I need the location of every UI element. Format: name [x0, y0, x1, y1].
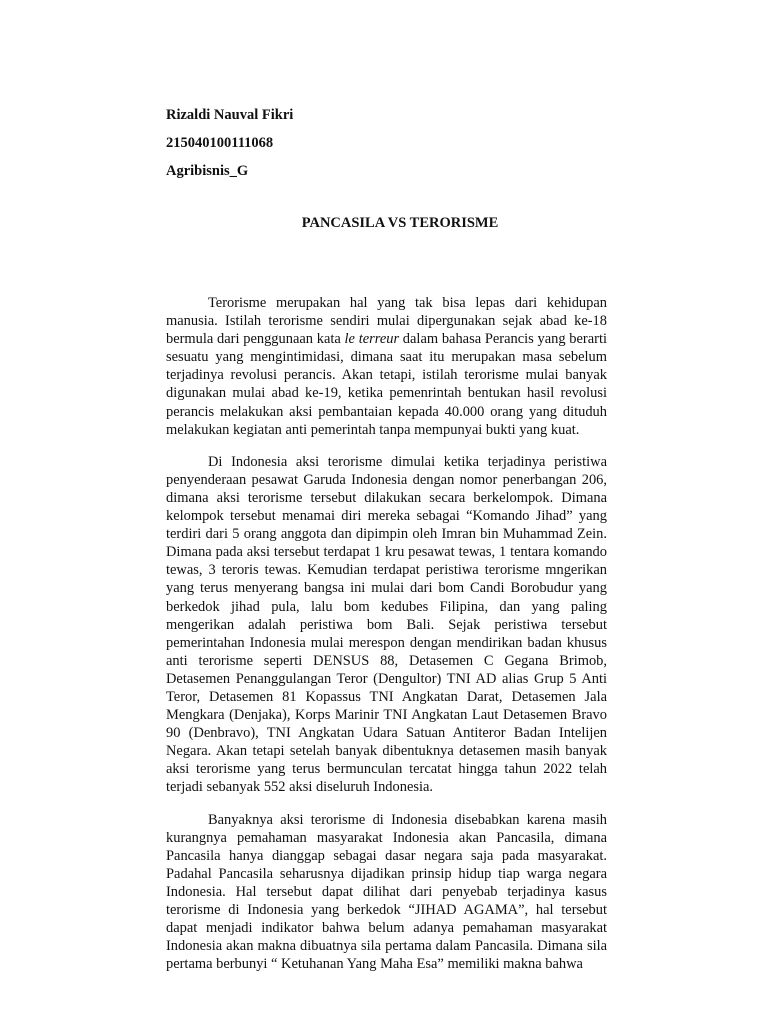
student-id: 215040100111068	[166, 135, 274, 151]
document-title: PANCASILA VS TERORISME	[301, 215, 499, 231]
document-body	[166, 294, 607, 987]
paragraph-1-after: dalam bahasa Perancis yang berarti sesuatu yang mengintimidasi, dimana saat itu merupakan masa sebelum terjadinya revolusi perancis. Akan tetapi, istilah terorisme mulai banyak digunakan mulai abad ke-19, ketika pemenrintah bentukan hasil revolusi perancis melakukan aksi pembantaian kepada 40.000 orang yang dituduh melakukan kegiatan anti pemerintah tanpa mempunyai bukti yang kuat.	[166, 331, 607, 438]
paragraph-3: Banyaknya aksi terorisme di Indonesia disebabkan karena masih kurangnya pemahaman masyarakat Indonesia akan Pancasila, dimana Pancasila hanya dianggap sebagai dasar negara saja pada masyarakat. Padahal Pancasila seharusnya dijadikan prinsip hidup tiap warga negara Indonesia. Hal tersebut dapat dilihat dari penyebab terjadinya kasus terorisme di Indonesia yang berkedok “JIHAD AGAMA”, hal tersebut dapat menjadi indikator bahwa belum adanya pemahaman masyarakat Indonesia akan makna dibuatnya sila pertama dalam Pancasila. Dimana sila pertama berbunyi “ Ketuhanan Yang Maha Esa” memiliki makna bahwa	[166, 811, 607, 973]
author-header	[166, 101, 293, 185]
paragraph-2: Di Indonesia aksi terorisme dimulai ketika terjadinya peristiwa penyenderaan pesawat Garuda Indonesia dengan nomor penerbangan 206, dimana aksi terorisme tersebut dilakukan secara berkelompok. Dimana kelompok tersebut menamai diri mereka sebagai “Komando Jihad” yang terdiri dari 5 orang anggota dan dipimpin oleh Imran bin Muhammad Zein. Dimana pada aksi tersebut terdapat 1 kru pesawat tewas, 1 tentara komando tewas, 3 teroris tewas. Kemudian terdapat peristiwa terorisme mngerikan yang terus menyerang bangsa ini mulai dari bom Candi Borobudur yang berkedok jihad pula, lalu bom kedubes Filipina, dan yang paling mengerikan adalah peristiwa bom Bali. Sejak peristiwa tersebut pemerintahan Indonesia mulai merespon dengan mendirikan badan khusus anti terorisme seperti DENSUS 88, Detasemen C Gegana Brimob, Detasemen Penanggulangan Teror (Dengultor) TNI AD alias Grup 5 Anti Teror, Detasemen 81 Kopassus TNI Angkatan Darat, Detasemen Jala Mengkara (Denjaka), Korps Marinir TNI Angkatan Laut Detasemen Bravo 90 (Denbravo), TNI Angkatan Udara Satuan Antiteror Badan Intelijen Negara. Akan tetapi setelah banyak dibentuknya detasemen masih banyak aksi terorisme yang terus bermunculan tercatat hingga tahun 2022 telah terjadi sebanyak 552 aksi diseluruh Indonesia.	[166, 453, 607, 796]
italic-term: le terreur	[344, 331, 400, 348]
paragraph-1-before: Terorisme merupakan hal yang tak bisa lepas dari kehidupan manusia. Istilah terorisme sendiri mulai dipergunakan sejak abad ke-18 bermula dari penggunaan kata	[166, 295, 607, 348]
class-name: Agribisnis_G	[166, 163, 249, 179]
paragraph-1	[166, 294, 607, 439]
author-name: Rizaldi Nauval Fikri	[166, 107, 294, 123]
